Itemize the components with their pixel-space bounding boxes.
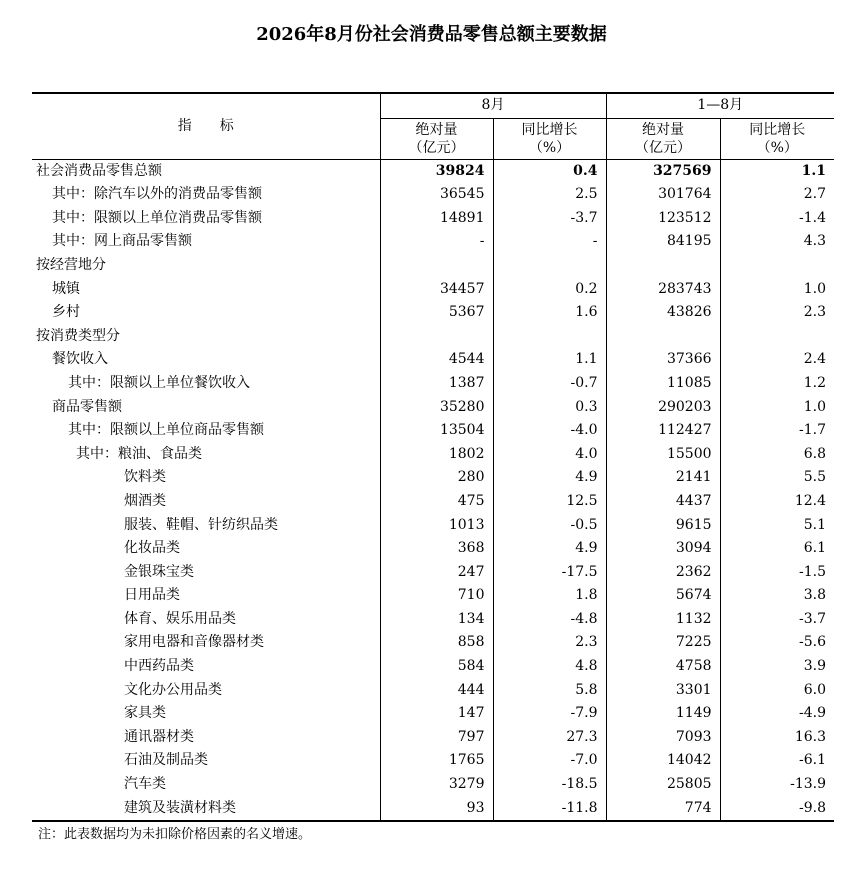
cumulative-growth-value: -5.6 bbox=[720, 631, 834, 655]
cumulative-abs-value: 1149 bbox=[606, 702, 720, 726]
month-growth-value: 1.1 bbox=[493, 348, 606, 372]
row-label: 通讯器材类 bbox=[124, 728, 194, 745]
table-row bbox=[32, 679, 834, 703]
table-row bbox=[32, 726, 834, 750]
footnote: 注：此表数据均为未扣除价格因素的名义增速。 bbox=[38, 827, 312, 842]
cumulative-growth-value: 2.3 bbox=[720, 301, 834, 325]
cumulative-growth-value: -3.7 bbox=[720, 608, 834, 632]
row-label: 按经营地分 bbox=[36, 256, 106, 273]
row-label: 其中：限额以上单位餐饮收入 bbox=[68, 374, 250, 391]
cumulative-growth-value: 5.5 bbox=[720, 466, 834, 490]
month-abs-value: 134 bbox=[380, 608, 493, 632]
page-title: 2026年8月份社会消费品零售总额主要数据 bbox=[256, 24, 607, 45]
month-abs-value: 797 bbox=[380, 726, 493, 750]
table-row bbox=[32, 749, 834, 773]
month-growth-value: - bbox=[493, 230, 606, 254]
cumulative-abs-value: 301764 bbox=[606, 183, 720, 207]
cumulative-growth-value: -4.9 bbox=[720, 702, 834, 726]
month-growth-value: -4.0 bbox=[493, 419, 606, 443]
table-row bbox=[32, 561, 834, 585]
month-growth-value bbox=[493, 325, 606, 349]
row-label: 其中：除汽车以外的消费品零售额 bbox=[52, 186, 262, 203]
cumulative-abs-value: 3094 bbox=[606, 537, 720, 561]
cumulative-abs-value: 5674 bbox=[606, 584, 720, 608]
cumulative-growth-value: 1.2 bbox=[720, 372, 834, 396]
month-growth-value: -0.7 bbox=[493, 372, 606, 396]
row-label: 其中：限额以上单位商品零售额 bbox=[68, 422, 264, 439]
month-abs-value bbox=[380, 254, 493, 278]
cumulative-growth-value: 16.3 bbox=[720, 726, 834, 750]
month-growth-value: 1.8 bbox=[493, 584, 606, 608]
month-abs-value: 710 bbox=[380, 584, 493, 608]
month-group-header: 8月 bbox=[380, 93, 606, 118]
month-abs-value bbox=[380, 325, 493, 349]
cumulative-growth-value: 1.0 bbox=[720, 278, 834, 302]
month-growth-header: 同比增长 （%） bbox=[493, 118, 606, 159]
table-row bbox=[32, 301, 834, 325]
month-abs-value: 14891 bbox=[380, 207, 493, 231]
cumulative-growth-value bbox=[720, 325, 834, 349]
table-row bbox=[32, 490, 834, 514]
row-label: 餐饮收入 bbox=[52, 351, 108, 368]
table-row bbox=[32, 230, 834, 254]
cumulative-abs-value: 43826 bbox=[606, 301, 720, 325]
month-abs-value: 36545 bbox=[380, 183, 493, 207]
row-label: 服装、鞋帽、针纺织品类 bbox=[124, 516, 278, 533]
row-label: 城镇 bbox=[52, 280, 80, 297]
table-row bbox=[32, 183, 834, 207]
cumulative-abs-value: 4758 bbox=[606, 655, 720, 679]
month-growth-value: -11.8 bbox=[493, 797, 606, 822]
month-growth-value: 12.5 bbox=[493, 490, 606, 514]
cumulative-abs-value: 84195 bbox=[606, 230, 720, 254]
cumulative-abs-value: 25805 bbox=[606, 773, 720, 797]
cumulative-growth-value: -1.7 bbox=[720, 419, 834, 443]
month-abs-value: 247 bbox=[380, 561, 493, 585]
month-abs-value: 4544 bbox=[380, 348, 493, 372]
table-row bbox=[32, 159, 834, 183]
cumulative-growth-value: 2.7 bbox=[720, 183, 834, 207]
row-label: 按消费类型分 bbox=[36, 327, 120, 344]
month-abs-header: 绝对量 （亿元） bbox=[380, 118, 493, 159]
row-label: 日用品类 bbox=[124, 587, 180, 604]
cumulative-growth-value: -13.9 bbox=[720, 773, 834, 797]
cumulative-abs-value: 283743 bbox=[606, 278, 720, 302]
month-abs-value: 444 bbox=[380, 679, 493, 703]
table-row bbox=[32, 631, 834, 655]
month-abs-value: 1013 bbox=[380, 514, 493, 538]
month-growth-value: 0.3 bbox=[493, 396, 606, 420]
table-row bbox=[32, 655, 834, 679]
cumulative-abs-value: 1132 bbox=[606, 608, 720, 632]
cumulative-abs-value: 123512 bbox=[606, 207, 720, 231]
table-row bbox=[32, 514, 834, 538]
month-growth-value: 4.9 bbox=[493, 466, 606, 490]
month-growth-value: -3.7 bbox=[493, 207, 606, 231]
cumulative-growth-value: 12.4 bbox=[720, 490, 834, 514]
cumulative-abs-value: 112427 bbox=[606, 419, 720, 443]
month-growth-value: 4.9 bbox=[493, 537, 606, 561]
month-growth-value: -7.9 bbox=[493, 702, 606, 726]
month-abs-value: 368 bbox=[380, 537, 493, 561]
month-growth-value: 0.2 bbox=[493, 278, 606, 302]
table-row bbox=[32, 254, 834, 278]
row-label: 家具类 bbox=[124, 705, 166, 722]
cumulative-growth-value: 6.1 bbox=[720, 537, 834, 561]
cumulative-group-header: 1—8月 bbox=[606, 93, 834, 118]
month-abs-value: 584 bbox=[380, 655, 493, 679]
month-abs-value: 1765 bbox=[380, 749, 493, 773]
cumulative-abs-value: 2141 bbox=[606, 466, 720, 490]
month-growth-value: 1.6 bbox=[493, 301, 606, 325]
table-row bbox=[32, 348, 834, 372]
month-abs-value: 3279 bbox=[380, 773, 493, 797]
table-body bbox=[32, 159, 834, 821]
month-abs-value: 147 bbox=[380, 702, 493, 726]
month-growth-value: 2.3 bbox=[493, 631, 606, 655]
table-row bbox=[32, 466, 834, 490]
month-abs-value: 1802 bbox=[380, 443, 493, 467]
cumulative-growth-header: 同比增长 （%） bbox=[720, 118, 834, 159]
table-row bbox=[32, 396, 834, 420]
month-abs-value: 858 bbox=[380, 631, 493, 655]
month-abs-value: 34457 bbox=[380, 278, 493, 302]
indicator-header: 指 标 bbox=[32, 93, 380, 159]
table-row bbox=[32, 207, 834, 231]
row-label: 家用电器和音像器材类 bbox=[124, 634, 264, 651]
cumulative-growth-value: 5.1 bbox=[720, 514, 834, 538]
cumulative-abs-value: 9615 bbox=[606, 514, 720, 538]
month-abs-value: 475 bbox=[380, 490, 493, 514]
row-label: 中西药品类 bbox=[124, 658, 194, 675]
month-abs-value: 39824 bbox=[380, 159, 493, 183]
month-abs-value: 1387 bbox=[380, 372, 493, 396]
table-row bbox=[32, 702, 834, 726]
cumulative-abs-value: 290203 bbox=[606, 396, 720, 420]
month-growth-value: -18.5 bbox=[493, 773, 606, 797]
table-row bbox=[32, 443, 834, 467]
row-label: 石油及制品类 bbox=[124, 752, 208, 769]
cumulative-growth-value: -1.4 bbox=[720, 207, 834, 231]
month-growth-value: -17.5 bbox=[493, 561, 606, 585]
row-label: 其中：粮油、食品类 bbox=[76, 445, 202, 462]
month-growth-value: 0.4 bbox=[493, 159, 606, 183]
cumulative-growth-value: 3.8 bbox=[720, 584, 834, 608]
table-row bbox=[32, 537, 834, 561]
table-row bbox=[32, 797, 834, 822]
row-label: 其中：网上商品零售额 bbox=[52, 233, 192, 250]
cumulative-growth-value: -6.1 bbox=[720, 749, 834, 773]
cumulative-growth-value: 1.0 bbox=[720, 396, 834, 420]
cumulative-abs-header: 绝对量 （亿元） bbox=[606, 118, 720, 159]
cumulative-abs-value: 11085 bbox=[606, 372, 720, 396]
table-row bbox=[32, 325, 834, 349]
cumulative-abs-value: 3301 bbox=[606, 679, 720, 703]
cumulative-growth-value: 6.8 bbox=[720, 443, 834, 467]
table-row bbox=[32, 372, 834, 396]
cumulative-growth-value: -1.5 bbox=[720, 561, 834, 585]
month-growth-value: 5.8 bbox=[493, 679, 606, 703]
month-abs-value: 13504 bbox=[380, 419, 493, 443]
month-growth-value: 4.8 bbox=[493, 655, 606, 679]
month-growth-value bbox=[493, 254, 606, 278]
row-label: 金银珠宝类 bbox=[124, 563, 194, 580]
cumulative-growth-value: 3.9 bbox=[720, 655, 834, 679]
month-growth-value: -4.8 bbox=[493, 608, 606, 632]
cumulative-growth-value: -9.8 bbox=[720, 797, 834, 822]
row-label: 化妆品类 bbox=[124, 540, 180, 557]
cumulative-abs-value: 774 bbox=[606, 797, 720, 822]
cumulative-growth-value: 4.3 bbox=[720, 230, 834, 254]
retail-data-table bbox=[32, 92, 834, 822]
cumulative-abs-value: 7225 bbox=[606, 631, 720, 655]
month-growth-value: 2.5 bbox=[493, 183, 606, 207]
row-label: 商品零售额 bbox=[52, 398, 122, 415]
cumulative-growth-value: 1.1 bbox=[720, 159, 834, 183]
table-row bbox=[32, 278, 834, 302]
cumulative-abs-value: 14042 bbox=[606, 749, 720, 773]
row-label: 体育、娱乐用品类 bbox=[124, 610, 236, 627]
table-row bbox=[32, 608, 834, 632]
row-label: 乡村 bbox=[52, 304, 80, 321]
row-label: 汽车类 bbox=[124, 776, 166, 793]
row-label: 烟酒类 bbox=[124, 492, 166, 509]
cumulative-abs-value: 327569 bbox=[606, 159, 720, 183]
row-label: 社会消费品零售总额 bbox=[36, 162, 162, 179]
table-row bbox=[32, 419, 834, 443]
month-growth-value: -7.0 bbox=[493, 749, 606, 773]
row-label: 其中：限额以上单位消费品零售额 bbox=[52, 209, 262, 226]
row-label: 饮料类 bbox=[124, 469, 166, 486]
cumulative-growth-value: 6.0 bbox=[720, 679, 834, 703]
cumulative-growth-value bbox=[720, 254, 834, 278]
cumulative-abs-value bbox=[606, 254, 720, 278]
month-abs-value: 5367 bbox=[380, 301, 493, 325]
row-label: 文化办公用品类 bbox=[124, 681, 222, 698]
table-row bbox=[32, 584, 834, 608]
month-abs-value: 93 bbox=[380, 797, 493, 822]
month-abs-value: 35280 bbox=[380, 396, 493, 420]
month-growth-value: 4.0 bbox=[493, 443, 606, 467]
table-row bbox=[32, 773, 834, 797]
month-growth-value: -0.5 bbox=[493, 514, 606, 538]
cumulative-abs-value: 7093 bbox=[606, 726, 720, 750]
row-label: 建筑及装潢材料类 bbox=[32, 797, 380, 822]
month-abs-value: - bbox=[380, 230, 493, 254]
cumulative-growth-value: 2.4 bbox=[720, 348, 834, 372]
cumulative-abs-value: 2362 bbox=[606, 561, 720, 585]
cumulative-abs-value: 15500 bbox=[606, 443, 720, 467]
cumulative-abs-value: 4437 bbox=[606, 490, 720, 514]
month-growth-value: 27.3 bbox=[493, 726, 606, 750]
month-abs-value: 280 bbox=[380, 466, 493, 490]
cumulative-abs-value bbox=[606, 325, 720, 349]
cumulative-abs-value: 37366 bbox=[606, 348, 720, 372]
